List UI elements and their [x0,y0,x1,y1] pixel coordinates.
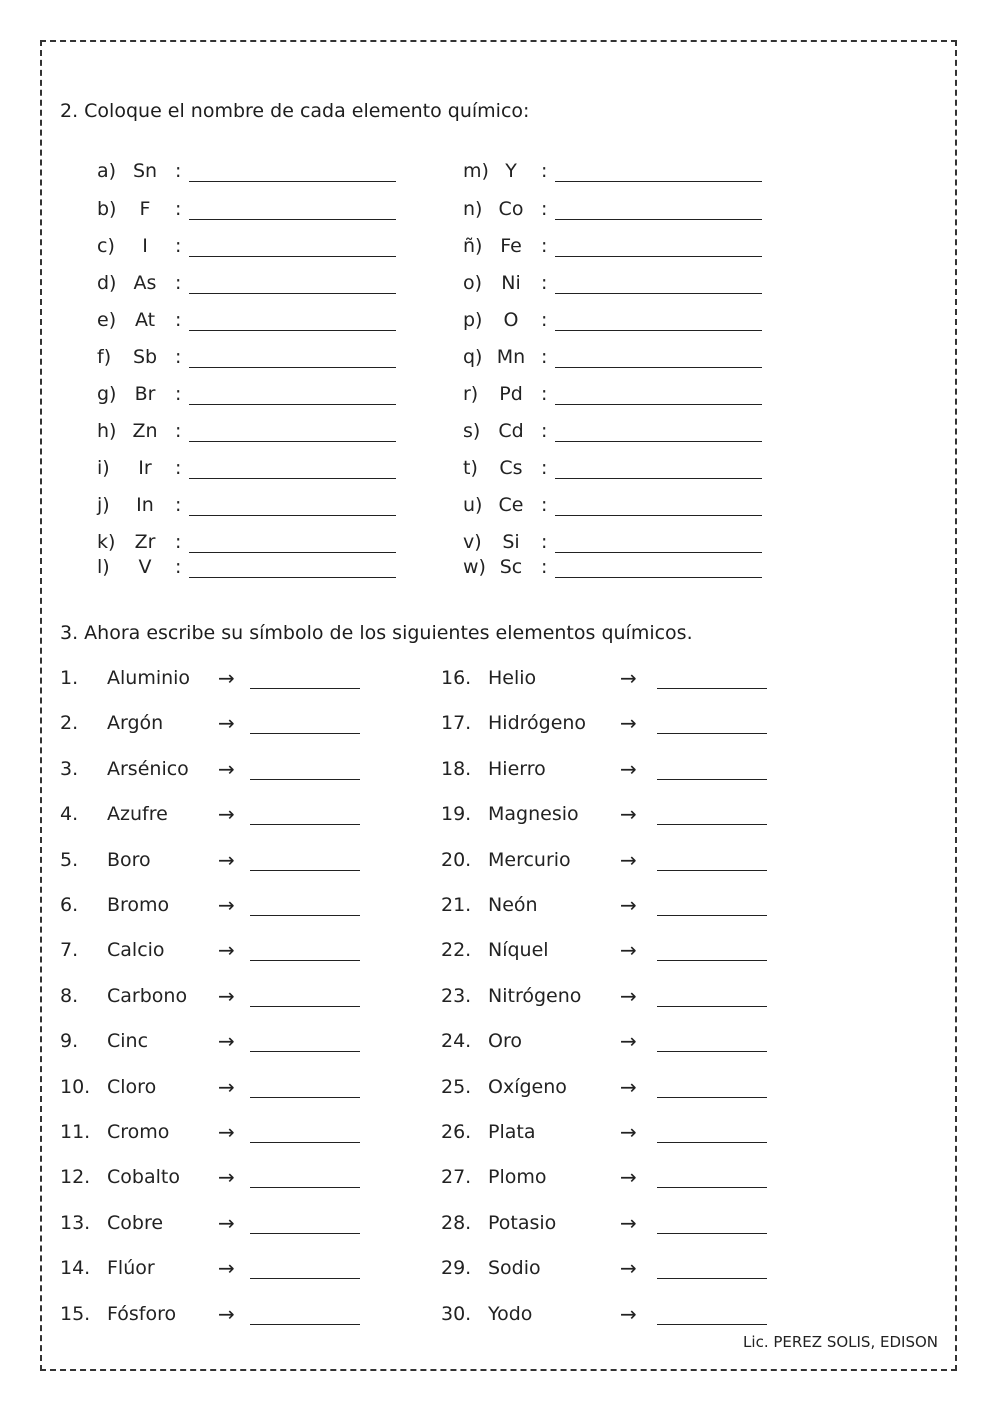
colon: : [541,235,548,257]
symbol-row [97,198,417,224]
item-number: 26. [441,1121,472,1143]
symbol-row [97,494,417,520]
item-letter: f) [97,346,112,368]
right-arrow-icon: → [620,893,637,917]
element-symbol: Pd [499,383,523,405]
answer-blank[interactable] [250,733,360,734]
element-name: Carbono [107,985,188,1007]
right-arrow-icon: → [218,1165,235,1189]
element-symbol: Sc [499,556,523,578]
colon: : [175,420,182,442]
colon: : [541,346,548,368]
element-name: Argón [107,712,164,734]
element-symbol: Sn [132,160,158,182]
element-row [60,803,400,833]
colon: : [175,272,182,294]
element-name: Bromo [107,894,170,916]
item-number: 30. [441,1303,472,1325]
item-number: 14. [60,1257,91,1279]
element-row [60,849,400,879]
element-row [60,712,400,742]
element-symbol: Mn [496,346,526,368]
right-arrow-icon: → [620,1120,637,1144]
answer-blank[interactable] [555,515,762,516]
colon: : [541,494,548,516]
colon: : [541,556,548,578]
element-row [60,1030,400,1060]
item-letter: n) [463,198,483,220]
right-arrow-icon: → [218,757,235,781]
right-arrow-icon: → [620,1302,637,1326]
element-symbol: Cs [499,457,523,479]
element-row [60,1257,400,1287]
element-symbol: F [139,198,151,220]
element-name: Calcio [107,939,165,961]
symbol-row [97,160,417,186]
element-name: Nitrógeno [488,985,582,1007]
element-symbol: As [133,272,157,294]
answer-blank[interactable] [250,1097,360,1098]
colon: : [175,457,182,479]
right-arrow-icon: → [218,938,235,962]
colon: : [541,272,548,294]
colon: : [541,198,548,220]
answer-blank[interactable] [250,1233,360,1234]
colon: : [541,160,548,182]
item-number: 25. [441,1076,472,1098]
item-number: 3. [60,758,79,780]
right-arrow-icon: → [218,802,235,826]
colon: : [175,309,182,331]
element-symbol: Fe [500,235,522,257]
element-name: Boro [107,849,151,871]
answer-blank[interactable] [657,779,767,780]
answer-blank[interactable] [189,330,396,331]
symbol-row [463,198,783,224]
answer-blank[interactable] [555,181,762,182]
answer-blank[interactable] [250,1187,360,1188]
element-name: Arsénico [107,758,189,780]
item-number: 20. [441,849,472,871]
element-row [441,939,781,969]
answer-blank[interactable] [555,330,762,331]
symbol-row [97,457,417,483]
symbol-row [97,531,417,557]
answer-blank[interactable] [657,1278,767,1279]
element-row [60,1166,400,1196]
colon: : [541,457,548,479]
colon: : [175,556,182,578]
answer-blank[interactable] [250,1278,360,1279]
symbol-row [463,556,783,582]
answer-blank[interactable] [657,1142,767,1143]
item-number: 28. [441,1212,472,1234]
answer-blank[interactable] [555,552,762,553]
item-number: 29. [441,1257,472,1279]
element-symbol: Zr [134,531,156,553]
element-row [60,1303,400,1333]
answer-blank[interactable] [657,1233,767,1234]
element-row [60,1121,400,1151]
symbol-row [463,309,783,335]
element-row [60,1212,400,1242]
symbol-row [463,346,783,372]
answer-blank[interactable] [555,441,762,442]
item-number: 4. [60,803,79,825]
colon: : [175,531,182,553]
colon: : [175,494,182,516]
element-symbol: Co [498,198,524,220]
item-letter: k) [97,531,116,553]
right-arrow-icon: → [620,1075,637,1099]
element-symbol: At [134,309,156,331]
question-3-title: 3. Ahora escribe su símbolo de los siguientes elementos químicos. [60,622,693,644]
answer-blank[interactable] [657,870,767,871]
element-row [441,712,781,742]
item-number: 21. [441,894,472,916]
answer-blank[interactable] [189,441,396,442]
element-name: Hidrógeno [488,712,587,734]
colon: : [175,235,182,257]
item-letter: m) [463,160,489,182]
element-symbol: Ir [138,457,152,479]
item-number: 2. [60,712,79,734]
item-number: 15. [60,1303,91,1325]
item-letter: u) [463,494,483,516]
element-name: Magnesio [488,803,579,825]
element-row [441,985,781,1015]
right-arrow-icon: → [620,1029,637,1053]
item-letter: r) [463,383,479,405]
answer-blank[interactable] [657,1006,767,1007]
symbol-row [463,531,783,557]
answer-blank[interactable] [657,1051,767,1052]
item-number: 27. [441,1166,472,1188]
right-arrow-icon: → [218,893,235,917]
item-letter: i) [97,457,110,479]
element-row [441,894,781,924]
symbol-row [97,309,417,335]
right-arrow-icon: → [620,757,637,781]
item-number: 24. [441,1030,472,1052]
item-number: 7. [60,939,79,961]
item-letter: v) [463,531,482,553]
colon: : [175,160,182,182]
item-letter: g) [97,383,117,405]
colon: : [541,309,548,331]
answer-blank[interactable] [250,960,360,961]
element-row [441,1076,781,1106]
answer-blank[interactable] [189,256,396,257]
answer-blank[interactable] [250,870,360,871]
element-row [441,1030,781,1060]
item-letter: c) [97,235,115,257]
item-number: 12. [60,1166,91,1188]
element-name: Cobalto [107,1166,180,1188]
symbol-row [463,420,783,446]
answer-blank[interactable] [555,404,762,405]
item-number: 23. [441,985,472,1007]
symbol-row [97,420,417,446]
element-symbol: Br [134,383,156,405]
element-name: Yodo [488,1303,533,1325]
answer-blank[interactable] [555,367,762,368]
element-symbol: In [136,494,154,516]
right-arrow-icon: → [620,802,637,826]
author-credit: Lic. PEREZ SOLIS, EDISON [743,1333,938,1351]
item-number: 9. [60,1030,79,1052]
item-letter: ñ) [463,235,483,257]
element-name: Plata [488,1121,536,1143]
question-2-title: 2. Coloque el nombre de cada elemento químico: [60,100,530,122]
element-name: Helio [488,667,537,689]
element-symbol: O [503,309,519,331]
answer-blank[interactable] [250,915,360,916]
answer-blank[interactable] [657,1187,767,1188]
element-name: Cobre [107,1212,164,1234]
right-arrow-icon: → [218,848,235,872]
colon: : [541,383,548,405]
symbol-row [97,272,417,298]
element-name: Mercurio [488,849,571,871]
item-number: 16. [441,667,472,689]
right-arrow-icon: → [620,711,637,735]
element-row [60,758,400,788]
answer-blank[interactable] [555,293,762,294]
colon: : [175,383,182,405]
element-row [441,803,781,833]
answer-blank[interactable] [555,478,762,479]
colon: : [175,346,182,368]
element-name: Flúor [107,1257,155,1279]
right-arrow-icon: → [218,666,235,690]
element-row [441,1121,781,1151]
answer-blank[interactable] [250,688,360,689]
answer-blank[interactable] [250,1324,360,1325]
right-arrow-icon: → [620,848,637,872]
element-row [441,1303,781,1333]
symbol-row [463,457,783,483]
element-name: Oro [488,1030,522,1052]
answer-blank[interactable] [657,960,767,961]
answer-blank[interactable] [657,688,767,689]
item-number: 22. [441,939,472,961]
item-number: 11. [60,1121,91,1143]
answer-blank[interactable] [189,219,396,220]
symbol-row [97,556,417,582]
item-letter: d) [97,272,117,294]
element-row [60,1076,400,1106]
symbol-row [97,346,417,372]
element-name: Cromo [107,1121,170,1143]
item-letter: b) [97,198,117,220]
right-arrow-icon: → [620,1165,637,1189]
answer-blank[interactable] [189,515,396,516]
element-name: Sodio [488,1257,541,1279]
item-number: 6. [60,894,79,916]
item-number: 19. [441,803,472,825]
element-name: Plomo [488,1166,547,1188]
element-symbol: Ni [501,272,521,294]
right-arrow-icon: → [620,938,637,962]
answer-blank[interactable] [555,577,762,578]
answer-blank[interactable] [189,552,396,553]
element-row [441,1166,781,1196]
element-name: Azufre [107,803,168,825]
colon: : [541,420,548,442]
answer-blank[interactable] [189,367,396,368]
element-row [441,849,781,879]
element-row [60,939,400,969]
right-arrow-icon: → [620,1256,637,1280]
answer-blank[interactable] [189,293,396,294]
answer-blank[interactable] [657,1097,767,1098]
element-symbol: V [138,556,152,578]
colon: : [541,531,548,553]
item-letter: t) [463,457,478,479]
item-letter: q) [463,346,483,368]
answer-blank[interactable] [189,478,396,479]
item-letter: s) [463,420,481,442]
item-number: 18. [441,758,472,780]
element-row [60,894,400,924]
right-arrow-icon: → [218,1302,235,1326]
answer-blank[interactable] [189,404,396,405]
item-number: 5. [60,849,79,871]
answer-blank[interactable] [250,1142,360,1143]
element-name: Cinc [107,1030,149,1052]
right-arrow-icon: → [620,666,637,690]
item-number: 8. [60,985,79,1007]
answer-blank[interactable] [250,1006,360,1007]
item-letter: h) [97,420,117,442]
item-number: 17. [441,712,472,734]
element-row [60,667,400,697]
element-symbol: Y [505,160,517,182]
element-name: Aluminio [107,667,191,689]
element-name: Níquel [488,939,549,961]
element-row [441,758,781,788]
symbol-row [463,272,783,298]
right-arrow-icon: → [218,984,235,1008]
element-symbol: Si [502,531,520,553]
item-letter: a) [97,160,117,182]
answer-blank[interactable] [657,733,767,734]
answer-blank[interactable] [657,824,767,825]
answer-blank[interactable] [250,779,360,780]
item-letter: w) [463,556,486,578]
item-letter: o) [463,272,483,294]
element-symbol: Sb [132,346,158,368]
element-row [441,1257,781,1287]
answer-blank[interactable] [657,915,767,916]
symbol-row [463,235,783,261]
item-letter: e) [97,309,117,331]
element-symbol: Ce [498,494,524,516]
answer-blank[interactable] [555,256,762,257]
element-row [441,667,781,697]
right-arrow-icon: → [218,711,235,735]
right-arrow-icon: → [218,1211,235,1235]
item-letter: j) [97,494,110,516]
symbol-row [463,494,783,520]
answer-blank[interactable] [189,181,396,182]
right-arrow-icon: → [218,1029,235,1053]
element-name: Cloro [107,1076,157,1098]
symbol-row [97,383,417,409]
element-symbol: Zn [132,420,158,442]
symbol-row [463,383,783,409]
answer-blank[interactable] [555,219,762,220]
right-arrow-icon: → [218,1256,235,1280]
item-number: 10. [60,1076,91,1098]
right-arrow-icon: → [218,1075,235,1099]
element-name: Potasio [488,1212,557,1234]
element-symbol: I [142,235,148,257]
element-row [441,1212,781,1242]
colon: : [175,198,182,220]
right-arrow-icon: → [620,984,637,1008]
answer-blank[interactable] [657,1324,767,1325]
right-arrow-icon: → [218,1120,235,1144]
item-letter: p) [463,309,483,331]
answer-blank[interactable] [250,824,360,825]
right-arrow-icon: → [620,1211,637,1235]
answer-blank[interactable] [189,577,396,578]
item-number: 1. [60,667,79,689]
element-name: Hierro [488,758,546,780]
element-name: Oxígeno [488,1076,567,1098]
answer-blank[interactable] [250,1051,360,1052]
element-name: Neón [488,894,538,916]
symbol-row [463,160,783,186]
symbol-row [97,235,417,261]
element-symbol: Cd [498,420,524,442]
element-row [60,985,400,1015]
item-number: 13. [60,1212,91,1234]
item-letter: l) [97,556,110,578]
element-name: Fósforo [107,1303,177,1325]
